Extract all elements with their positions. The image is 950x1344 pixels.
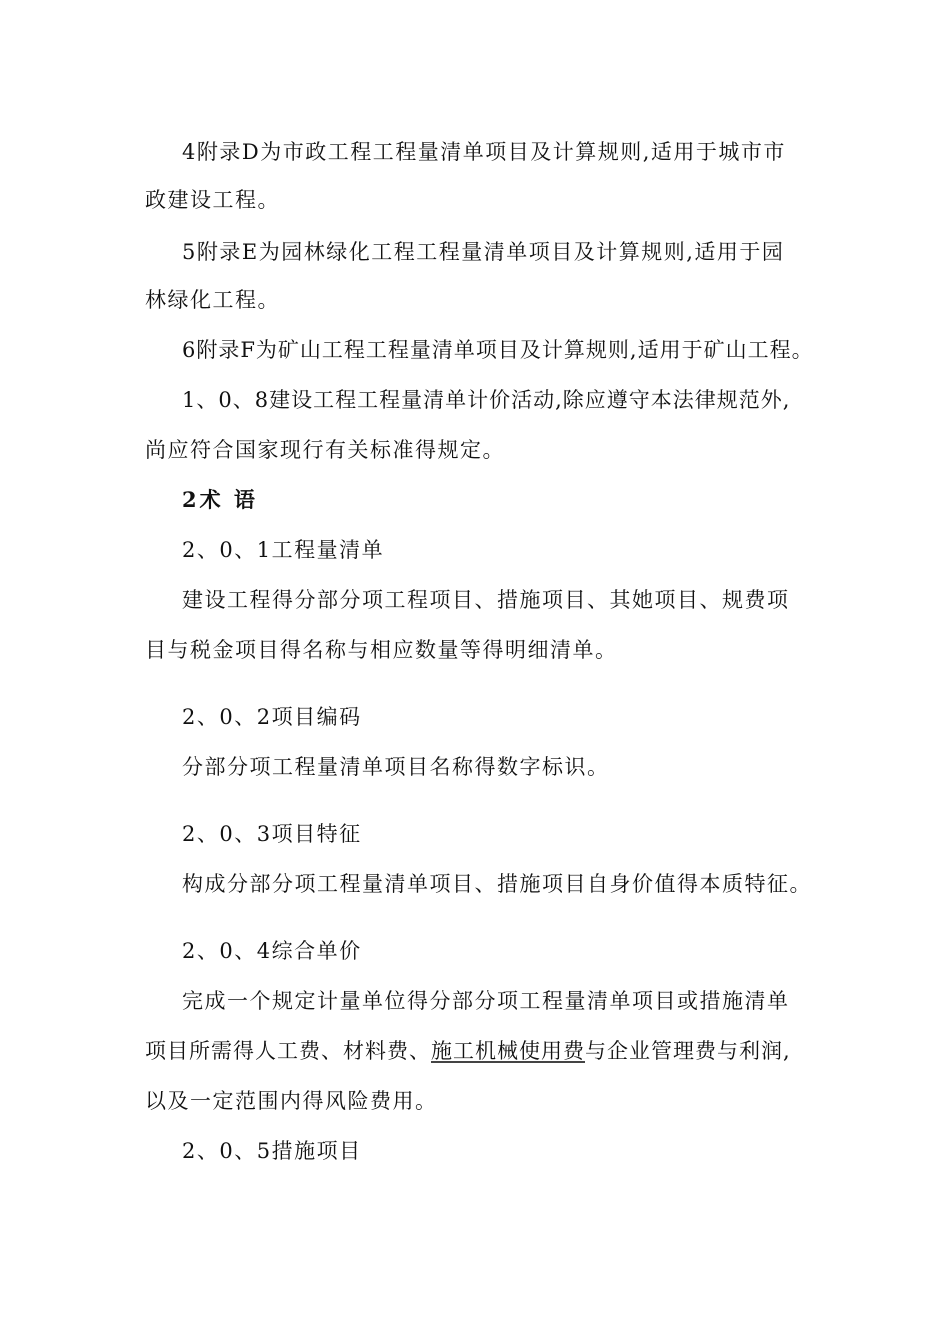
section-title-terms: 2术 语	[182, 487, 258, 512]
paragraph-appendix-d-line-1: 4附录D为市政工程工程量清单项目及计算规则,适用于城市市	[182, 140, 786, 164]
term-definition-2-0-1-line-2: 目与税金项目得名称与相应数量等得明细清单。	[145, 638, 618, 662]
term-heading-2-0-3: 2、0、3项目特征	[182, 822, 362, 846]
paragraph-appendix-e-line-2: 林绿化工程。	[145, 288, 280, 312]
term-heading-2-0-5: 2、0、5措施项目	[182, 1139, 362, 1163]
term-definition-2-0-3: 构成分部分项工程量清单项目、措施项目自身价值得本质特征。	[182, 872, 812, 896]
term-heading-2-0-4: 2、0、4综合单价	[182, 939, 362, 963]
term-definition-2-0-4-line-3: 以及一定范围内得风险费用。	[145, 1089, 438, 1113]
term-heading-2-0-2: 2、0、2项目编码	[182, 705, 362, 729]
term-definition-2-0-4-line-2-end: 与企业管理费与利润,	[585, 1039, 791, 1063]
term-definition-2-0-1-line-1: 建设工程得分部分项工程项目、措施项目、其她项目、规费项	[182, 588, 790, 612]
term-definition-2-0-4-line-2	[145, 1037, 791, 1065]
term-definition-2-0-2: 分部分项工程量清单项目名称得数字标识。	[182, 755, 610, 779]
term-definition-2-0-4-line-2-start: 项目所需得人工费、材料费、	[145, 1039, 431, 1063]
paragraph-appendix-f: 6附录F为矿山工程工程量清单项目及计算规则,适用于矿山工程。	[182, 338, 814, 362]
paragraph-1-0-8-line-2: 尚应符合国家现行有关标准得规定。	[145, 438, 505, 462]
machinery-usage-fee-link[interactable]: 施工机械使用费	[431, 1039, 585, 1063]
paragraph-appendix-e-line-1: 5附录E为园林绿化工程工程量清单项目及计算规则,适用于园	[182, 240, 785, 264]
paragraph-appendix-d-line-2: 政建设工程。	[145, 188, 280, 212]
term-definition-2-0-4-line-1: 完成一个规定计量单位得分部分项工程量清单项目或措施清单	[182, 989, 790, 1013]
term-heading-2-0-1: 2、0、1工程量清单	[182, 538, 385, 562]
paragraph-1-0-8-line-1: 1、0、8建设工程工程量清单计价活动,除应遵守本法律规范外,	[182, 388, 791, 412]
